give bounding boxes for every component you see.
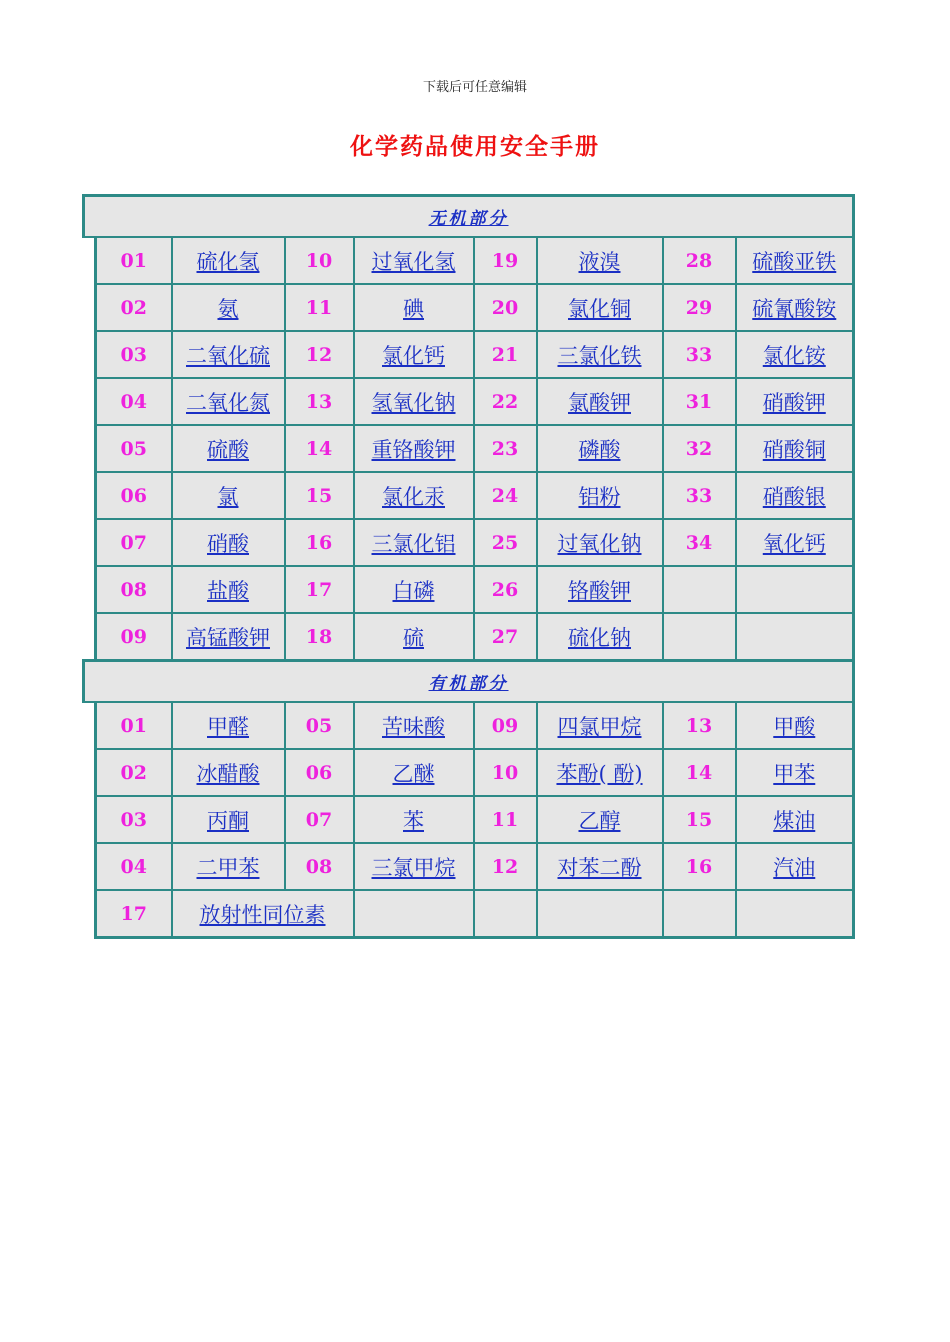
chemical-name-cell [172, 472, 285, 519]
item-number-cell [663, 237, 736, 284]
item-number-cell [96, 331, 172, 378]
item-number-cell [96, 890, 172, 938]
inorganic-row [84, 472, 854, 519]
chemical-name-cell [172, 749, 285, 796]
chemical-link[interactable]: 硝酸 [207, 531, 249, 556]
chemical-link[interactable]: 丙酮 [207, 808, 249, 833]
inorganic-row [84, 284, 854, 331]
chemical-link[interactable]: 硫酸 [207, 437, 249, 462]
item-number-cell [285, 378, 354, 425]
item-number: 03 [120, 343, 147, 366]
organic-row [84, 749, 854, 796]
chemical-link[interactable]: 氯 [217, 484, 239, 509]
chemical-link[interactable]: 过氧化氢 [371, 249, 456, 274]
item-number-cell [285, 749, 354, 796]
chemical-link[interactable]: 苯酚( 酚) [556, 761, 643, 786]
chemical-name-cell [736, 472, 854, 519]
chemical-link[interactable]: 硝酸银 [762, 484, 826, 509]
chemical-link[interactable]: 重铬酸钾 [371, 437, 456, 462]
item-number-cell [285, 702, 354, 749]
chemical-link[interactable]: 四氯甲烷 [557, 714, 642, 739]
item-number: 05 [120, 437, 147, 460]
chemical-name-cell [537, 566, 663, 613]
chemical-name-cell [736, 378, 854, 425]
chemical-name-cell [736, 566, 854, 613]
item-number: 06 [305, 761, 333, 784]
item-number: 13 [685, 714, 713, 737]
item-number: 17 [305, 578, 333, 601]
chemical-name-cell [537, 425, 663, 472]
item-number-cell [663, 472, 736, 519]
empty-cell [537, 890, 663, 938]
item-number: 29 [685, 296, 713, 319]
chemical-link[interactable]: 氯化铵 [762, 343, 826, 368]
item-number-cell [474, 613, 537, 661]
item-number-cell [285, 519, 354, 566]
chemical-link[interactable]: 铝粉 [578, 484, 621, 509]
item-number: 31 [685, 390, 713, 413]
inorganic-row [84, 425, 854, 472]
item-number: 04 [120, 855, 147, 878]
item-number-cell [663, 331, 736, 378]
chemical-name-cell [354, 378, 474, 425]
item-number-cell [285, 284, 354, 331]
left-gap [84, 378, 96, 425]
item-number-cell [663, 378, 736, 425]
item-number: 21 [491, 343, 519, 366]
chemical-link[interactable]: 三氯化铁 [557, 343, 642, 368]
chemical-name-cell [172, 519, 285, 566]
chemical-name-cell [736, 749, 854, 796]
chemical-link[interactable]: 碘 [403, 296, 424, 321]
item-number-cell [285, 331, 354, 378]
organic-section-cell [84, 661, 854, 703]
chemical-name-cell [537, 702, 663, 749]
chemical-link[interactable]: 对苯二酚 [557, 855, 642, 880]
item-number-cell [663, 796, 736, 843]
item-number: 33 [685, 484, 713, 507]
chemical-name-cell [537, 237, 663, 284]
item-number: 10 [305, 249, 333, 272]
chemical-name-cell [172, 613, 285, 661]
item-number: 14 [305, 437, 333, 460]
chemical-name-cell [736, 425, 854, 472]
chemical-name-cell [172, 331, 285, 378]
chemical-link[interactable]: 三氯甲烷 [371, 855, 456, 880]
item-number: 14 [685, 761, 713, 784]
chemical-name-cell [736, 519, 854, 566]
chemical-name-cell [354, 613, 474, 661]
item-number: 16 [305, 531, 333, 554]
chemical-name-cell [537, 519, 663, 566]
inorganic-section-header [84, 196, 854, 238]
item-number-cell [474, 284, 537, 331]
chemical-link[interactable]: 硫化钠 [568, 625, 631, 650]
left-gap [84, 702, 96, 749]
item-number-cell [96, 843, 172, 890]
left-gap [84, 566, 96, 613]
chemical-name-cell [736, 702, 854, 749]
item-number: 11 [305, 296, 333, 319]
empty-cell [474, 890, 537, 938]
item-number: 20 [491, 296, 519, 319]
item-number: 01 [120, 714, 147, 737]
inorganic-section-link[interactable]: 无机部分 [428, 209, 509, 229]
left-gap [84, 237, 96, 284]
document-title: 化学药品使用安全手册 [350, 134, 600, 160]
chemical-link[interactable]: 硫酸亚铁 [752, 249, 837, 274]
item-number: 01 [120, 249, 147, 272]
chemical-name-cell [354, 796, 474, 843]
item-number: 32 [685, 437, 713, 460]
item-number-cell [96, 613, 172, 661]
inorganic-row [84, 237, 854, 284]
item-number-cell [474, 843, 537, 890]
item-number: 09 [120, 625, 147, 648]
empty-cell [354, 890, 474, 938]
chemical-link[interactable]: 硫氰酸铵 [752, 296, 837, 321]
inorganic-row [84, 613, 854, 661]
item-number: 15 [685, 808, 713, 831]
left-gap [84, 425, 96, 472]
item-number: 02 [120, 761, 147, 784]
chemical-link[interactable]: 氯化汞 [382, 484, 445, 509]
item-number-cell [474, 472, 537, 519]
chemical-name-cell [736, 843, 854, 890]
chemical-link[interactable]: 三氯化铝 [371, 531, 456, 556]
chemical-link[interactable]: 硝酸铜 [762, 437, 826, 462]
chemical-name-cell [172, 237, 285, 284]
item-number-cell [285, 425, 354, 472]
chemical-name-cell [354, 284, 474, 331]
item-number-cell [663, 843, 736, 890]
chemical-name-cell [537, 378, 663, 425]
chemical-link[interactable]: 氧化钙 [762, 531, 826, 556]
item-number-cell [474, 566, 537, 613]
item-number: 03 [120, 808, 147, 831]
item-number-cell [474, 425, 537, 472]
organic-section-link[interactable]: 有机部分 [428, 674, 509, 694]
item-number-cell [663, 519, 736, 566]
chemical-name-cell [537, 796, 663, 843]
chemical-link[interactable]: 盐酸 [207, 578, 249, 603]
item-number-cell [663, 284, 736, 331]
item-number: 13 [305, 390, 333, 413]
organic-row [84, 843, 854, 890]
item-number: 09 [491, 714, 519, 737]
item-number-cell [474, 702, 537, 749]
chemical-link[interactable]: 铬酸钾 [568, 578, 631, 603]
item-number: 19 [491, 249, 519, 272]
chemical-name-cell [172, 566, 285, 613]
chemical-name-cell [172, 796, 285, 843]
chemical-link[interactable]: 白磷 [392, 578, 435, 603]
chemical-name-cell [537, 843, 663, 890]
chemical-link[interactable]: 二甲苯 [196, 855, 260, 880]
item-number-cell [663, 702, 736, 749]
item-number-cell [96, 378, 172, 425]
left-gap [84, 284, 96, 331]
item-number: 04 [120, 390, 147, 413]
organic-row [84, 796, 854, 843]
chemical-name-cell [537, 472, 663, 519]
chemical-name-cell [537, 749, 663, 796]
chemical-link[interactable]: 汽油 [773, 855, 816, 880]
chemical-link[interactable]: 液溴 [578, 249, 621, 274]
inorganic-row [84, 566, 854, 613]
item-number: 08 [305, 855, 333, 878]
item-number-cell [96, 566, 172, 613]
item-number-cell [96, 237, 172, 284]
chemical-link[interactable]: 冰醋酸 [196, 761, 260, 786]
item-number-cell [96, 425, 172, 472]
item-number-cell [474, 237, 537, 284]
chemical-link[interactable]: 硫 [403, 625, 424, 650]
item-number-cell [663, 566, 736, 613]
chemical-link[interactable]: 氯化铜 [568, 296, 631, 321]
item-number-cell [96, 519, 172, 566]
organic-row [84, 702, 854, 749]
empty-cell [736, 890, 854, 938]
chemical-link[interactable]: 二氧化氮 [186, 390, 270, 415]
chemical-link[interactable]: 氨 [217, 296, 239, 321]
chemical-link[interactable]: 乙醇 [578, 808, 621, 833]
item-number-cell [96, 796, 172, 843]
item-number-cell [285, 796, 354, 843]
organic-section-header [84, 661, 854, 703]
item-number: 25 [491, 531, 519, 554]
chemical-link[interactable]: 硫化氢 [196, 249, 260, 274]
chemical-name-cell [354, 566, 474, 613]
item-number: 27 [491, 625, 519, 648]
chemical-name-cell [354, 843, 474, 890]
chemical-name-cell [736, 613, 854, 661]
item-number: 34 [685, 531, 713, 554]
chemical-safety-table [82, 194, 855, 939]
item-number: 18 [305, 625, 333, 648]
item-number-cell [285, 613, 354, 661]
item-number: 23 [491, 437, 519, 460]
chemical-name-cell [537, 331, 663, 378]
item-number-cell [474, 378, 537, 425]
chemical-name-cell [537, 284, 663, 331]
chemical-name-cell [354, 749, 474, 796]
left-gap [84, 331, 96, 378]
left-gap [84, 749, 96, 796]
table-body [84, 196, 854, 938]
item-number-cell [285, 843, 354, 890]
item-number: 10 [491, 761, 519, 784]
item-number: 22 [491, 390, 519, 413]
chemical-name-cell [354, 702, 474, 749]
chemical-name-cell [172, 284, 285, 331]
item-number-cell [96, 749, 172, 796]
chemical-name-cell [736, 331, 854, 378]
left-gap [84, 843, 96, 890]
chemical-link[interactable]: 过氧化钠 [557, 531, 642, 556]
chemical-link[interactable]: 硝酸钾 [762, 390, 826, 415]
item-number-cell [663, 425, 736, 472]
inorganic-row [84, 378, 854, 425]
chemical-link[interactable]: 磷酸 [578, 437, 621, 462]
item-number: 07 [305, 808, 333, 831]
item-number: 05 [305, 714, 333, 737]
chemical-link[interactable]: 氯化钙 [382, 343, 445, 368]
item-number: 12 [491, 855, 519, 878]
item-number: 28 [685, 249, 713, 272]
chemical-link[interactable]: 甲醛 [207, 714, 249, 739]
chemical-name-cell [354, 331, 474, 378]
chemical-link[interactable]: 氢氧化钠 [371, 390, 456, 415]
item-number: 12 [305, 343, 333, 366]
left-gap [84, 519, 96, 566]
chemical-name-cell [354, 425, 474, 472]
item-number-cell [663, 749, 736, 796]
item-number: 26 [491, 578, 519, 601]
item-number-cell [96, 472, 172, 519]
item-number: 33 [685, 343, 713, 366]
item-number-cell [474, 796, 537, 843]
chemical-name-cell [354, 472, 474, 519]
chemical-link[interactable]: 氯酸钾 [568, 390, 631, 415]
chemical-name-cell [736, 796, 854, 843]
left-gap [84, 890, 96, 938]
chemical-link[interactable]: 苯 [403, 808, 424, 833]
inorganic-row [84, 331, 854, 378]
item-number-cell [285, 237, 354, 284]
chemical-link[interactable]: 高锰酸钾 [186, 625, 270, 650]
chemical-link[interactable]: 二氧化硫 [186, 343, 270, 368]
item-number: 02 [120, 296, 147, 319]
item-number: 16 [685, 855, 713, 878]
item-number-cell [285, 566, 354, 613]
left-gap [84, 796, 96, 843]
chemical-link[interactable]: 苦味酸 [382, 714, 445, 739]
chemical-link[interactable]: 放射性同位素 [199, 902, 326, 927]
item-number-cell [96, 284, 172, 331]
chemical-name-cell [354, 237, 474, 284]
chemical-name-cell [354, 519, 474, 566]
item-number: 07 [120, 531, 147, 554]
chemical-name-cell [172, 843, 285, 890]
chemical-name-cell [736, 237, 854, 284]
item-number: 17 [120, 902, 147, 925]
chemical-link[interactable]: 乙醚 [392, 761, 435, 786]
chemical-name-cell [172, 425, 285, 472]
chemical-name-cell [172, 702, 285, 749]
inorganic-row [84, 519, 854, 566]
chemical-link[interactable]: 煤油 [773, 808, 816, 833]
chemical-name-cell [172, 378, 285, 425]
download-note: 下载后可任意编辑 [422, 80, 527, 95]
chemical-name-cell [537, 613, 663, 661]
item-number-cell [474, 519, 537, 566]
left-gap [84, 613, 96, 661]
item-number-cell [474, 331, 537, 378]
item-number-cell [474, 749, 537, 796]
item-number-cell [96, 702, 172, 749]
item-number: 06 [120, 484, 147, 507]
empty-cell [663, 890, 736, 938]
chemical-link[interactable]: 甲酸 [773, 714, 816, 739]
left-gap [84, 472, 96, 519]
chemical-name-cell [736, 284, 854, 331]
item-number: 11 [491, 808, 519, 831]
chemical-name-cell [172, 890, 354, 938]
chemical-link[interactable]: 甲苯 [773, 761, 816, 786]
organic-row [84, 890, 854, 938]
item-number-cell [285, 472, 354, 519]
item-number: 15 [305, 484, 333, 507]
item-number: 24 [491, 484, 519, 507]
item-number: 08 [120, 578, 147, 601]
item-number-cell [663, 613, 736, 661]
